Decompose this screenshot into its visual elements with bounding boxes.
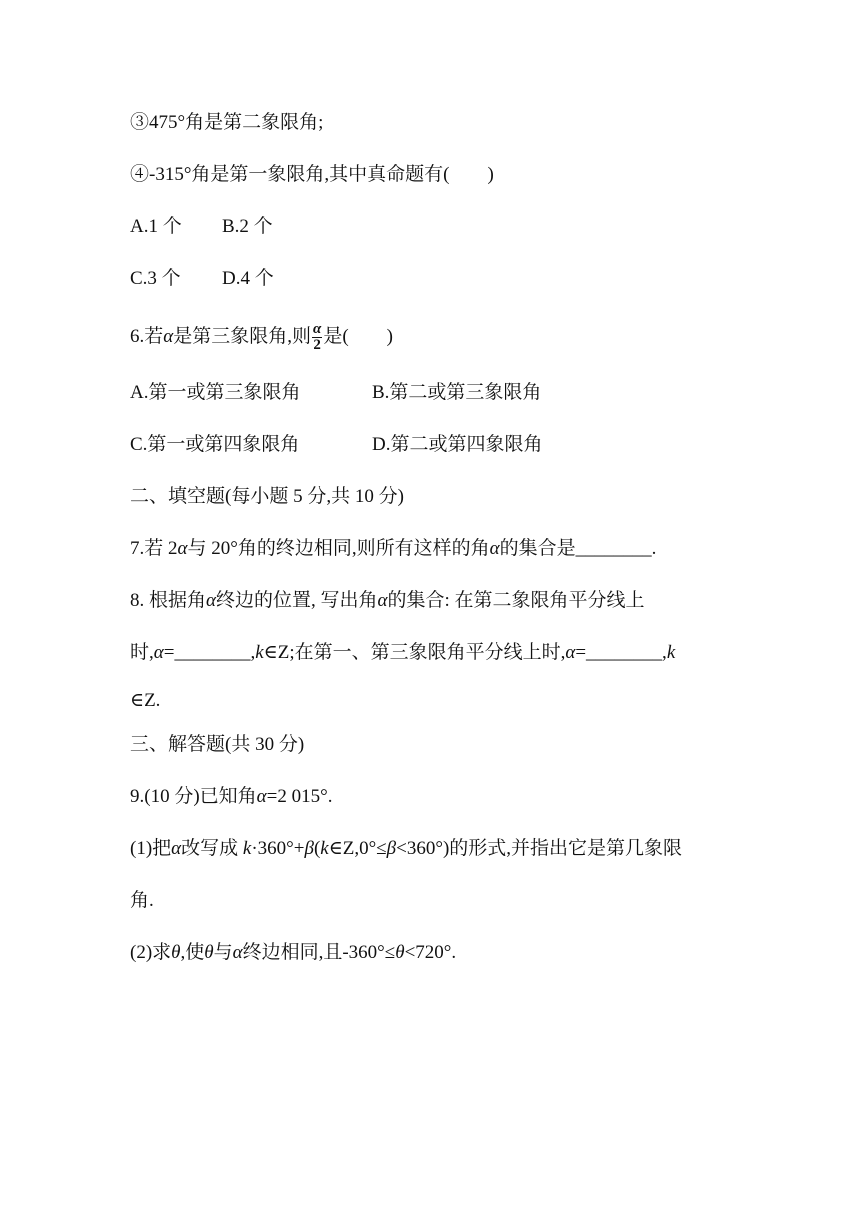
question-7: 7.若 2α与 20°角的终边相同,则所有这样的角α的集合是________. [130, 538, 657, 559]
q6-options-row1 [130, 380, 542, 406]
question-6: 6.若α是第三象限角,则 $\frac{\alpha}{2}$ 是( ) [130, 321, 393, 353]
q6-option-d: D.第二或第四象限角 [372, 434, 543, 455]
statement-3: ③475°角是第二象限角; [130, 112, 324, 133]
question-9-part-1-cont: 角. [130, 890, 154, 911]
q5-option-b: B.2 个 [222, 216, 273, 237]
question-9-part-2: (2)求θ,使θ与α终边相同,且-360°≤θ<720°. [130, 942, 457, 963]
question-8-line3: ∈Z. [130, 690, 161, 711]
q5-options-row2 [130, 266, 274, 292]
section-3-heading: 三、解答题(共 30 分) [130, 734, 305, 755]
fraction-alpha-over-2: $\frac{\alpha}{2}$ [313, 321, 322, 353]
q6-option-b: B.第二或第三象限角 [372, 382, 542, 403]
question-8-line1: 8. 根据角α终边的位置, 写出角α的集合: 在第二象限角平分线上 [130, 590, 645, 611]
q5-option-c: C.3 个 [130, 268, 181, 289]
question-9: 9.(10 分)已知角α=2 015°. [130, 786, 333, 807]
q5-option-a: A.1 个 [130, 216, 182, 237]
statement-4: ④-315°角是第一象限角,其中真命题有( ) [130, 164, 494, 185]
section-2-heading: 二、填空题(每小题 5 分,共 10 分) [130, 486, 404, 507]
q5-options-row1 [130, 214, 273, 240]
q6-options-row2 [130, 432, 543, 458]
question-9-part-1: (1)把α改写成 k·360°+β(k∈Z,0°≤β<360°)的形式,并指出它是第几象限 [130, 838, 683, 859]
q6-option-a: A.第一或第三象限角 [130, 382, 301, 403]
question-8-line2: 时,α=________,k∈Z;在第一、第三象限角平分线上时,α=________,k [130, 642, 676, 663]
q6-option-c: C.第一或第四象限角 [130, 434, 300, 455]
q5-option-d: D.4 个 [222, 268, 274, 289]
